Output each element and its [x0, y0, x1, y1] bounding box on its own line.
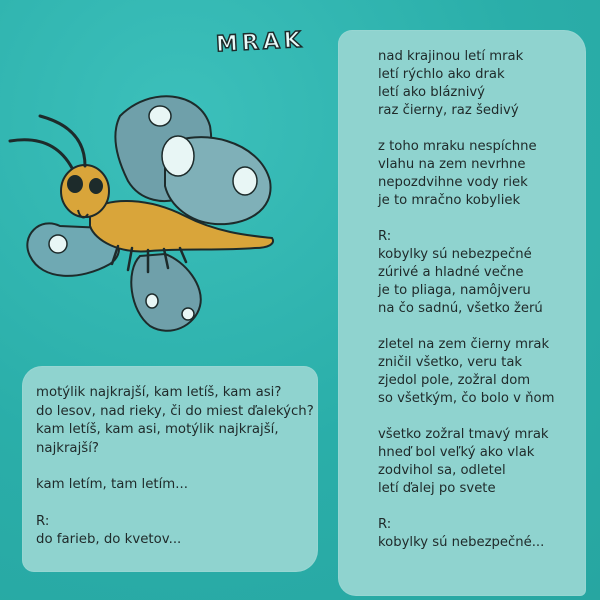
stanza-2	[378, 138, 554, 210]
poem-line: letí ďalej po svete	[378, 481, 496, 496]
poem-panel-right	[338, 30, 586, 596]
poem-text-right	[378, 48, 554, 570]
poem-line: zúrivé a hladné večne	[378, 265, 524, 280]
poem-line: hneď bol veľký ako vlak	[378, 445, 535, 460]
poem-line: na čo sadnú, všetko žerú	[378, 301, 543, 316]
poem-line: zodvihol sa, odletel	[378, 463, 506, 478]
poem-line: kam letím, tam letím...	[36, 477, 188, 492]
stanza-4	[378, 426, 554, 498]
stanza-refrain	[36, 513, 314, 550]
poem-line: motýlik najkrajší, kam letíš, kam asi?	[36, 385, 282, 400]
poem-line: z toho mraku nespíchne	[378, 139, 537, 154]
poem-line: nad krajinou letí mrak	[378, 49, 524, 64]
poem-line: zjedol pole, zožral dom	[378, 373, 531, 388]
poem-line: letí rýchlo ako drak	[378, 67, 505, 82]
poem-line: kobylky sú nebezpečné...	[378, 535, 545, 550]
poem-line: raz čierny, raz šedivý	[378, 103, 519, 118]
stanza-1	[36, 384, 314, 458]
poem-line: do farieb, do kvetov...	[36, 532, 182, 547]
poem-line: je to pliaga, namôjveru	[378, 283, 531, 298]
refrain-label: R:	[378, 229, 392, 244]
poem-line: do lesov, nad rieky, či do miest ďalekých?	[36, 403, 314, 419]
poem-text-left	[36, 384, 314, 568]
stanza-1	[378, 48, 554, 120]
poem-line: kam letíš, kam asi, motýlik najkrajší,	[36, 422, 279, 437]
refrain-label: R:	[36, 513, 50, 529]
poem-line: najkrajší?	[36, 440, 99, 456]
poem-line: nepozdvihne vody riek	[378, 175, 528, 190]
stanza-2	[36, 476, 314, 495]
page-title: MRAK	[215, 27, 306, 58]
stanza-refrain-end	[378, 516, 554, 552]
poem-line: kobylky sú nebezpečné	[378, 247, 532, 262]
poem-line: všetko zožral tmavý mrak	[378, 427, 549, 442]
butterfly-icon	[0, 86, 290, 336]
poem-line: vlahu na zem nevrhne	[378, 157, 526, 172]
poem-line: letí ako bláznivý	[378, 85, 485, 100]
poem-panel-left	[22, 366, 318, 572]
refrain-label: R:	[378, 517, 392, 532]
poem-line: zletel na zem čierny mrak	[378, 337, 550, 352]
poem-line: so všetkým, čo bolo v ňom	[378, 391, 555, 406]
stanza-refrain	[378, 228, 554, 318]
poem-line: zničil všetko, veru tak	[378, 355, 523, 370]
poem-line: je to mračno kobyliek	[378, 193, 521, 208]
stanza-3	[378, 336, 554, 408]
